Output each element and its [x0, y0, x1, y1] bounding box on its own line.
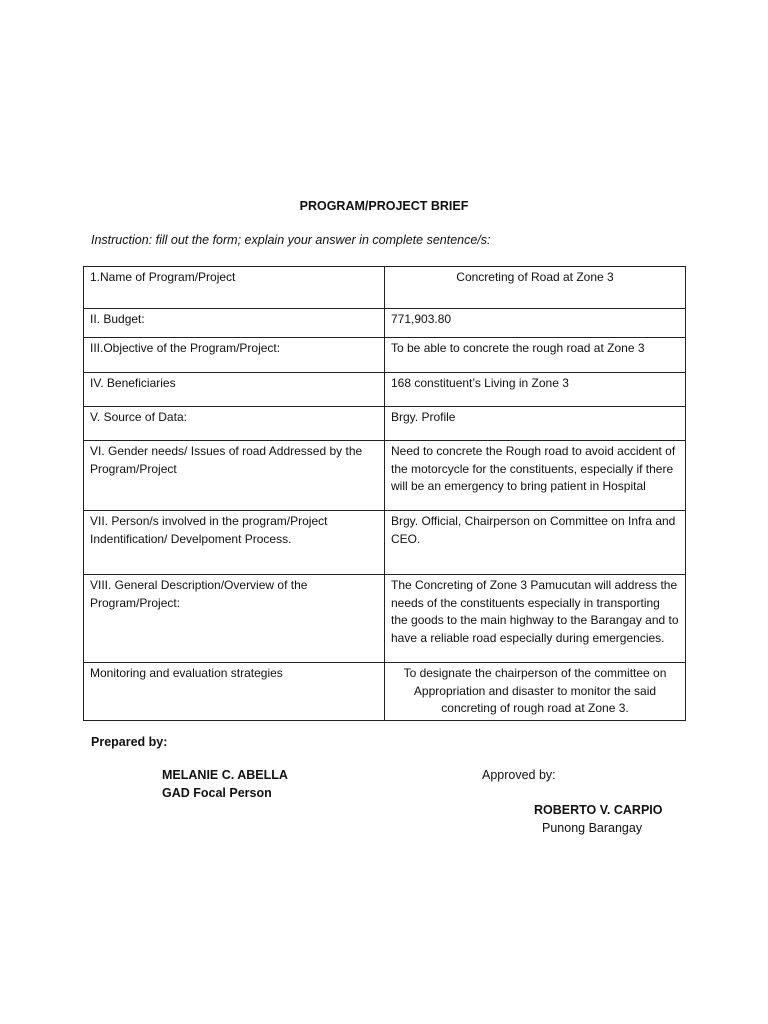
- row-value: Need to concrete the Rough road to avoid accident of the motorcycle for the constituents, especially if there will be an emergency to bring patient in Hospital: [385, 441, 686, 511]
- instruction-text: Instruction: fill out the form; explain your answer in complete sentence/s:: [91, 233, 491, 247]
- preparer-name: MELANIE C. ABELLA: [162, 768, 288, 782]
- row-value: 771,903.80: [385, 309, 686, 338]
- row-label: V. Source of Data:: [84, 407, 385, 441]
- project-brief-table: [83, 266, 686, 721]
- row-label: III.Objective of the Program/Project:: [84, 338, 385, 373]
- table-row: [84, 338, 686, 373]
- approver-role: Punong Barangay: [542, 821, 643, 835]
- document-title: PROGRAM/PROJECT BRIEF: [299, 199, 469, 213]
- row-value: Brgy. Profile: [385, 407, 686, 441]
- row-value: To be able to concrete the rough road at Zone 3: [385, 338, 686, 373]
- row-label: 1.Name of Program/Project: [84, 267, 385, 309]
- table-row: [84, 511, 686, 575]
- row-label: VII. Person/s involved in the program/Project Indentification/ Develpoment Process.: [84, 511, 385, 575]
- row-label: VI. Gender needs/ Issues of road Addressed by the Program/Project: [84, 441, 385, 511]
- table-row: [84, 407, 686, 441]
- approved-by-label: Approved by:: [482, 768, 556, 782]
- row-label: IV. Beneficiaries: [84, 373, 385, 407]
- table-row: [84, 309, 686, 338]
- row-value: The Concreting of Zone 3 Pamucutan will address the needs of the constituents especially in transporting the goods to the main highway to the Barangay and to have a reliable road especially during emergencies.: [385, 575, 686, 663]
- row-label: VIII. General Description/Overview of the Program/Project:: [84, 575, 385, 663]
- table-row: [84, 373, 686, 407]
- approver-name: ROBERTO V. CARPIO: [534, 803, 663, 817]
- preparer-role: GAD Focal Person: [162, 786, 272, 800]
- row-label: Monitoring and evaluation strategies: [84, 663, 385, 721]
- row-label: II. Budget:: [84, 309, 385, 338]
- table-row: [84, 575, 686, 663]
- row-value: Concreting of Road at Zone 3: [385, 267, 686, 309]
- prepared-by-label: Prepared by:: [91, 735, 168, 749]
- table-row: [84, 441, 686, 511]
- row-value: To designate the chairperson of the committee on Appropriation and disaster to monitor the said concreting of rough road at Zone 3.: [385, 663, 686, 721]
- table-row: [84, 663, 686, 721]
- row-value: 168 constituent’s Living in Zone 3: [385, 373, 686, 407]
- table-row: [84, 267, 686, 309]
- row-value: Brgy. Official, Chairperson on Committee on Infra and CEO.: [385, 511, 686, 575]
